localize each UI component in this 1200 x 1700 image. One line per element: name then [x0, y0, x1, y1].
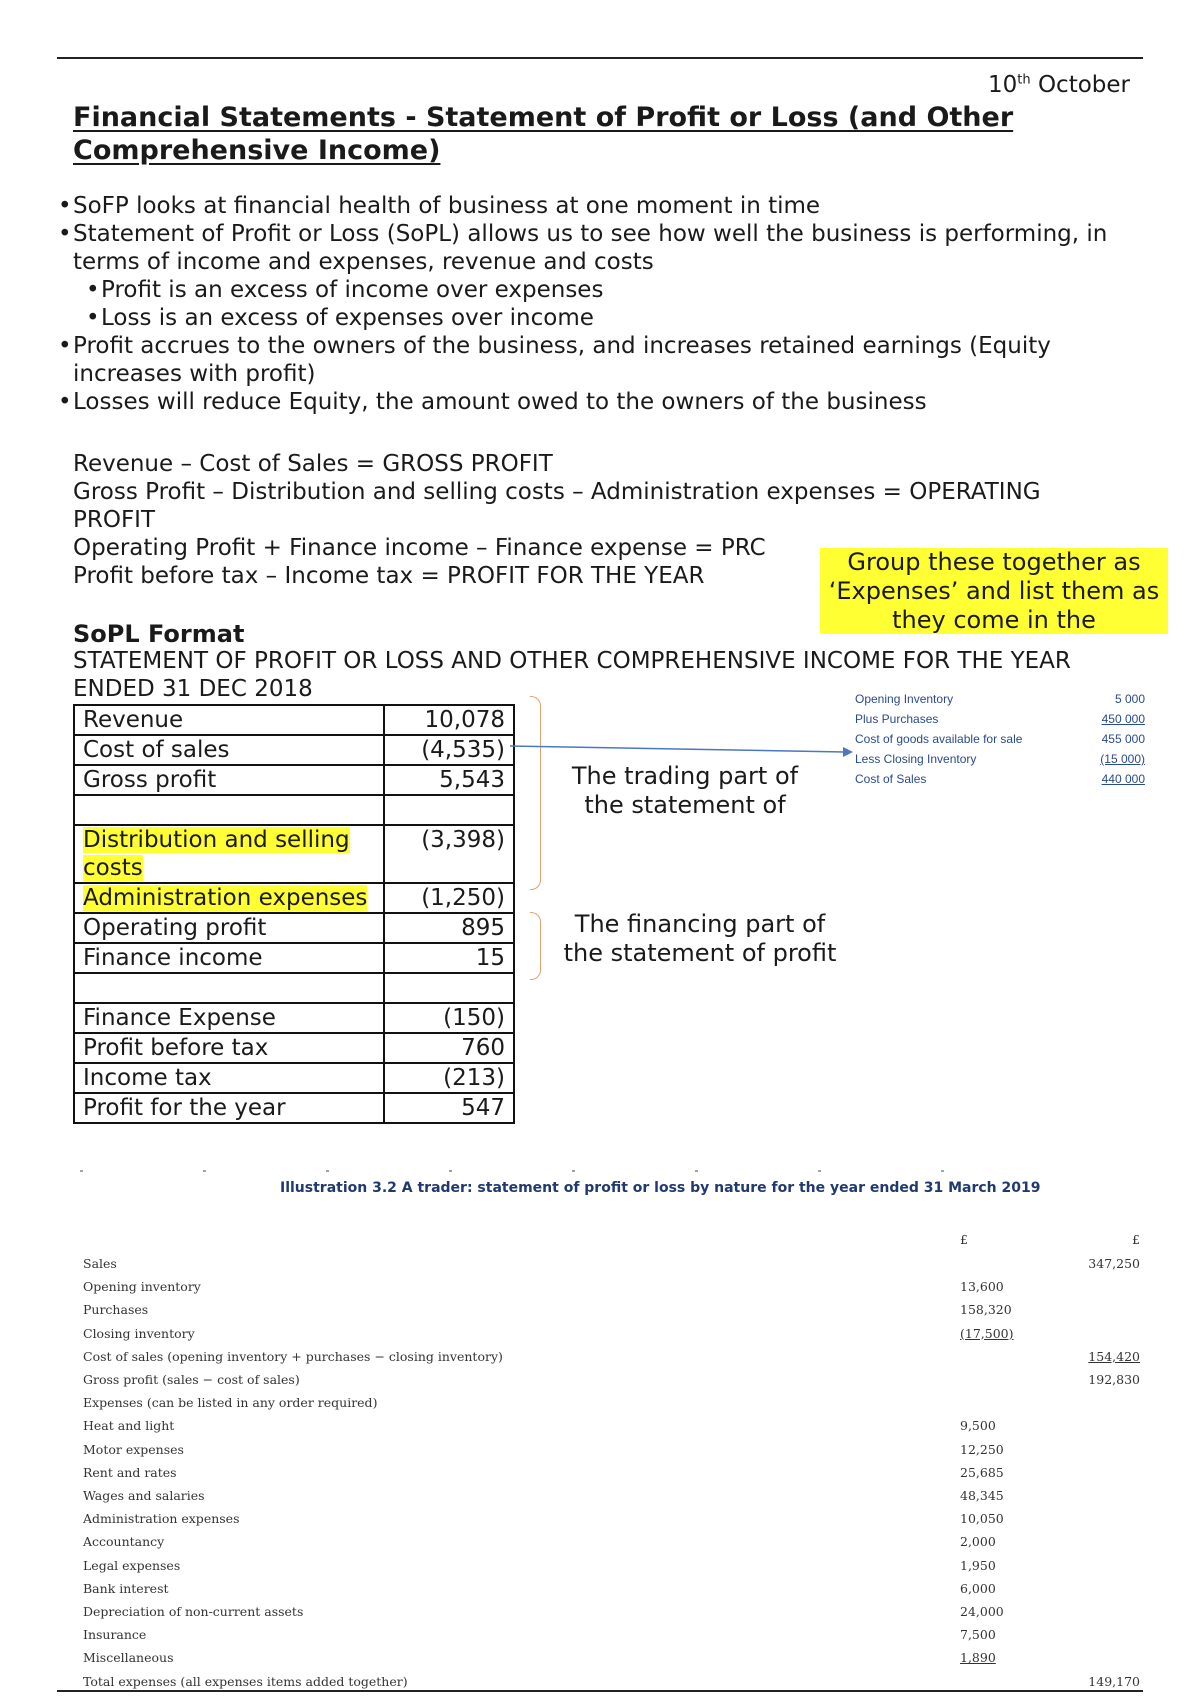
date-label: 10th October: [988, 72, 1130, 98]
table-row: Heat and light 9,500: [83, 1418, 996, 1434]
table-row: Distribution and selling costs (3,398): [74, 825, 514, 883]
inventory-row: Opening Inventory 5 000: [855, 692, 1145, 706]
table-row: Sales 347,250: [83, 1256, 1140, 1271]
table-row: Insurance 7,500: [83, 1627, 996, 1643]
table-row: Wages and salaries 48,345: [83, 1488, 1004, 1503]
column-header-row: £ £: [960, 1232, 1140, 1247]
table-row: Gross profit 5,543: [74, 765, 514, 795]
table-row: Profit for the year 547: [74, 1093, 514, 1123]
table-row: Purchases 158,320: [83, 1302, 1012, 1318]
table-row: Miscellaneous 1,890: [83, 1650, 996, 1666]
trading-note: The trading part of the statement of: [571, 762, 799, 819]
bullet-item: • Profit accrues to the owners of the business, and increases retained earnings (Equity increases with profit): [58, 332, 1148, 388]
bullet-item: • Losses will reduce Equity, the amount owed to the owners of the business: [58, 388, 1148, 416]
equation-line: PROFIT: [73, 507, 156, 533]
bullet-item: • Statement of Profit or Loss (SoPL) allows us to see how well the business is performing, in terms of income and expenses, revenue and costs: [58, 220, 1148, 276]
table-row: Operating profit 895: [74, 913, 514, 943]
illustration-title: Illustration 3.2 A trader: statement of profit or loss by nature for the year ended 31 March 2019: [280, 1180, 1041, 1196]
table-row: Gross profit (sales − cost of sales) 192,830: [83, 1372, 1140, 1387]
page-title: [73, 101, 1073, 167]
table-row: Motor expenses 12,250: [83, 1441, 1004, 1457]
table-row: Closing inventory (17,500): [83, 1325, 1014, 1341]
inventory-row: Plus Purchases 450 000: [855, 712, 1145, 726]
financing-note: The financing part of the statement of profit: [563, 910, 837, 967]
table-row: Opening inventory 13,600: [83, 1279, 1004, 1295]
table-row: Income tax (213): [74, 1063, 514, 1093]
trading-brace: [530, 696, 541, 890]
top-rule: [57, 57, 1143, 59]
sub-bullet-item: • Loss is an excess of expenses over income: [86, 304, 1148, 332]
sopl-heading: SoPL Format: [73, 620, 245, 648]
sopl-table: [73, 704, 515, 1124]
bottom-rule: [57, 1690, 1143, 1692]
sub-bullet-item: • Profit is an excess of income over expenses: [86, 276, 1148, 304]
equation-line: Gross Profit – Distribution and selling costs – Administration expenses = OPERATING: [73, 479, 1041, 505]
inventory-row: Cost of Sales 440 000: [855, 772, 1145, 786]
title-line-2: Comprehensive Income): [73, 135, 441, 166]
equation-line: Profit before tax – Income tax = PROFIT FOR THE YEAR: [73, 563, 705, 589]
statement-title: STATEMENT OF PROFIT OR LOSS AND OTHER COMPREHENSIVE INCOME FOR THE YEAR ENDED 31 DEC 2018: [73, 648, 1071, 702]
table-row: Legal expenses 1,950: [83, 1557, 996, 1573]
bullet-list: [58, 192, 1148, 416]
financing-brace: [530, 912, 541, 980]
inventory-row: Less Closing Inventory (15 000): [855, 752, 1145, 766]
table-row: Rent and rates 25,685: [83, 1464, 1004, 1480]
table-row: Total expenses (all expenses items added together) 149,170: [83, 1673, 1140, 1689]
inventory-snippet: [855, 692, 1145, 792]
arrow-head-icon: [843, 747, 853, 757]
table-row: Depreciation of non-current assets 24,000: [83, 1604, 1004, 1619]
table-row: Finance income 15: [74, 943, 514, 973]
table-row: Cost of sales (4,535): [74, 735, 514, 765]
table-row: Profit before tax 760: [74, 1033, 514, 1063]
table-row: Bank interest 6,000: [83, 1580, 996, 1596]
cost-of-sales-arrow: [510, 746, 845, 752]
equation-line: Operating Profit + Finance income – Finance expense = PRC: [73, 535, 766, 561]
table-row: Finance Expense (150): [74, 1003, 514, 1033]
table-row: Revenue 10,078: [74, 705, 514, 735]
equation-line: Revenue – Cost of Sales = GROSS PROFIT: [73, 451, 553, 477]
bullet-item: • SoFP looks at financial health of business at one moment in time: [58, 192, 1148, 220]
table-row: [74, 795, 514, 825]
table-row: [74, 973, 514, 1003]
inventory-row: Cost of goods available for sale 455 000: [855, 732, 1145, 746]
table-row: Cost of sales (opening inventory + purchases − closing inventory) 154,420: [83, 1348, 1140, 1364]
table-row: Administration expenses 10,050: [83, 1511, 1004, 1527]
title-line-1: Financial Statements - Statement of Profit or Loss (and Other: [73, 102, 1014, 133]
table-row: Expenses (can be listed in any order required): [83, 1395, 378, 1411]
table-row: Accountancy 2,000: [83, 1534, 996, 1550]
table-row: Administration expenses (1,250): [74, 883, 514, 913]
highlight-callout: Group these together as ‘Expenses’ and list them as they come in the: [820, 548, 1168, 634]
illustration-table: [80, 1170, 1140, 1690]
